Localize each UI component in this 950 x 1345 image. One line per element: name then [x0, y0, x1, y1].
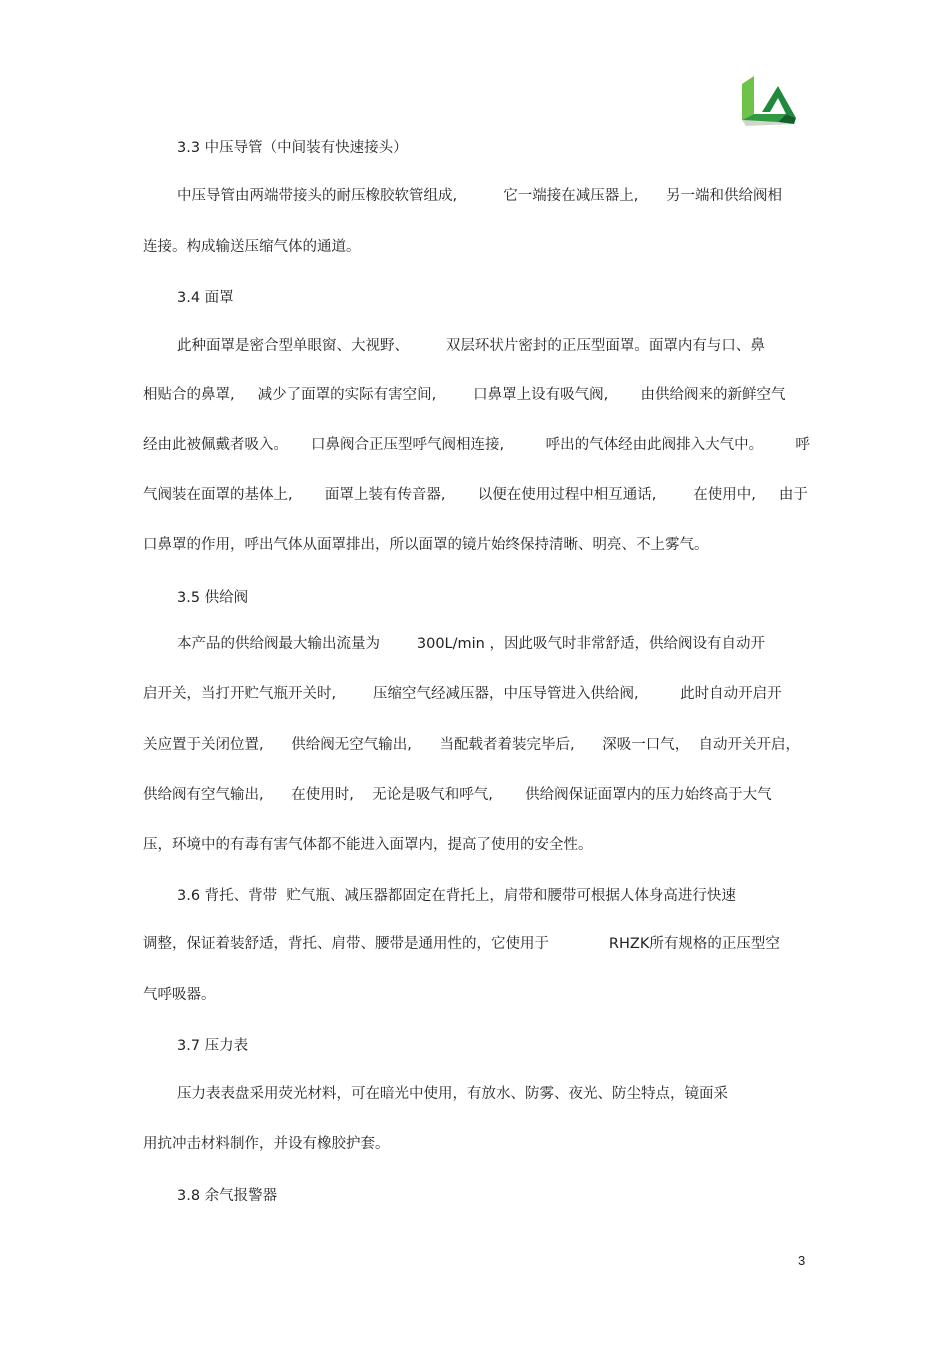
paragraph-line: 连接。构成输送压缩气体的通道。	[143, 239, 361, 255]
paragraph-line: 气阀装在面罩的基体上, 面罩上装有传音器, 以便在使用过程中相互通话, 在使用中, 由于	[143, 487, 808, 503]
section-heading-3-4: 3.4 面罩	[177, 290, 234, 306]
section-heading-3-3: 3.3 中压导管（中间装有快速接头）	[177, 140, 408, 156]
paragraph-line: 关应置于关闭位置, 供给阀无空气输出, 当配载者着装完毕后, 深吸一口气， 自动开关开启，	[143, 737, 801, 753]
company-logo-icon	[740, 76, 798, 126]
paragraph-line: 启开关，当打开贮气瓶开关时, 压缩空气经减压器，中压导管进入供给阀, 此时自动开启开	[143, 686, 782, 702]
paragraph-line: 中压导管由两端带接头的耐压橡胶软管组成, 它一端接在减压器上, 另一端和供给阀相	[177, 188, 782, 204]
paragraph-line: 气呼吸器。	[143, 987, 216, 1003]
paragraph-line: 用抗冲击材料制作，并设有橡胶护套。	[143, 1136, 390, 1152]
section-heading-3-6: 3.6 背托、背带 贮气瓶、减压器都固定在背托上，肩带和腰带可根据人体身高进行快速	[177, 888, 736, 904]
page-number: 3	[798, 1253, 806, 1268]
section-heading-3-7: 3.7 压力表	[177, 1038, 249, 1054]
section-heading-3-5: 3.5 供给阀	[177, 590, 249, 606]
paragraph-line: 相贴合的鼻罩, 减少了面罩的实际有害空间, 口鼻罩上设有吸气阀, 由供给阀来的新鲜空气	[143, 387, 786, 403]
paragraph-line: 此种面罩是密合型单眼窗、大视野、 双层环状片密封的正压型面罩。面罩内有与口、鼻	[177, 338, 765, 354]
paragraph-line: 经由此被佩戴者吸入。 口鼻阀合正压型呼气阀相连接, 呼出的气体经由此阀排入大气中。 呼	[143, 437, 810, 453]
paragraph-line: 本产品的供给阀最大输出流量为 300L/min ，因此吸气时非常舒适，供给阀设有自动开	[177, 636, 765, 652]
paragraph-line: 调整，保证着装舒适，背托、肩带、腰带是通用性的，它使用于 RHZK所有规格的正压型空	[143, 936, 780, 952]
paragraph-line: 口鼻罩的作用，呼出气体从面罩排出，所以面罩的镜片始终保持清晰、明亮、不上雾气。	[143, 537, 709, 553]
paragraph-line: 供给阀有空气输出, 在使用时, 无论是吸气和呼气, 供给阀保证面罩内的压力始终高于大气	[143, 787, 772, 803]
paragraph-line: 压力表表盘采用荧光材料，可在暗光中使用，有放水、防雾、夜光、防尘特点，镜面采	[177, 1086, 728, 1102]
paragraph-line: 压，环境中的有毒有害气体都不能进入面罩内，提高了使用的安全性。	[143, 837, 593, 853]
section-heading-3-8: 3.8 余气报警器	[177, 1188, 278, 1204]
